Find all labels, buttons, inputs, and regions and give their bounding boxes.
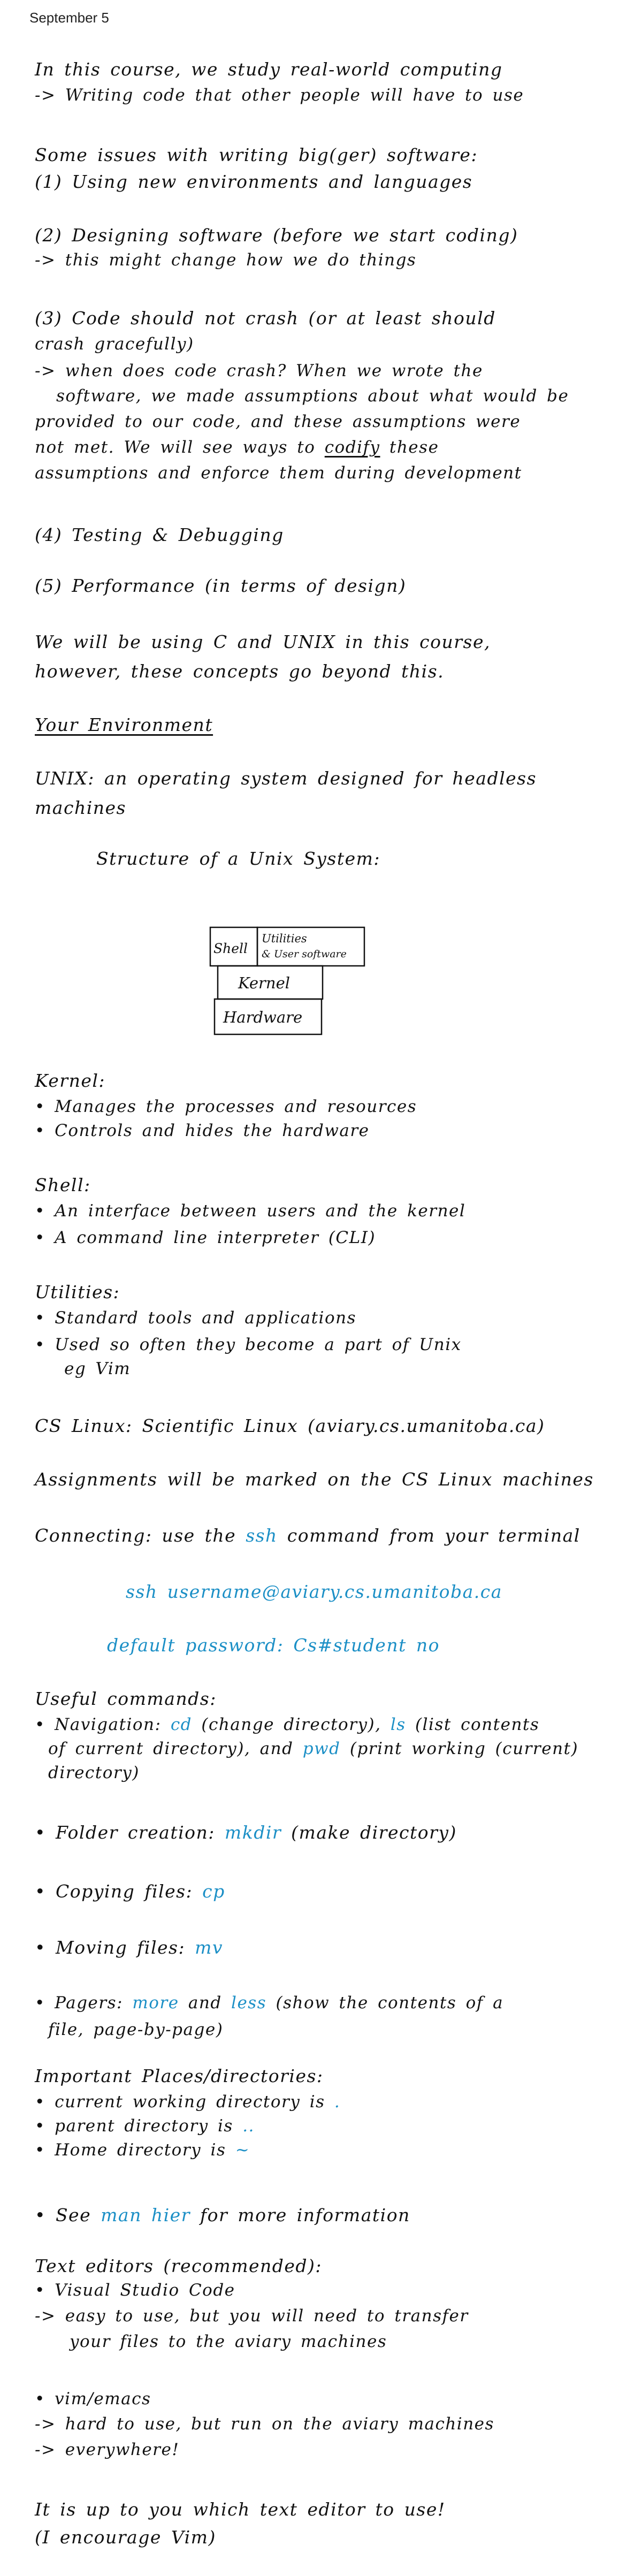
connecting-post: command from your terminal [277, 1525, 580, 1546]
moving-line [35, 1937, 634, 1958]
nav-line-1 [35, 1715, 634, 1734]
unix-structure-diagram [206, 923, 366, 1043]
nav-mid-1: (change directory), [192, 1715, 391, 1734]
mkdir-command: mkdir [224, 1822, 282, 1843]
places-heading: Important Places/directories: [35, 2066, 324, 2086]
issue-3-cont: crash gracefully) [35, 334, 194, 354]
environment-heading: Your Environment [35, 714, 213, 735]
structure-title: Structure of a Unix System: [96, 848, 381, 869]
issue-2: (2) Designing software (before we start coding) [35, 225, 518, 246]
move-pre: • Moving files: [35, 1937, 195, 1958]
place-parent-pre: • parent directory is [35, 2116, 243, 2136]
cp-command: cp [202, 1881, 225, 1902]
ssh-example: ssh username@aviary.cs.umanitoba.ca [126, 1581, 502, 1602]
kernel-bullet-1: • Manages the processes and resources [35, 1097, 417, 1116]
nav2-post: (print working (current) [340, 1739, 579, 1758]
issue-3-note-1: -> when does code crash? When we wrote the [35, 361, 483, 380]
less-command: less [231, 1993, 267, 2013]
issue-3-note-4-pre: not met. We will see ways to [35, 438, 325, 457]
editor-vscode-note-1: -> easy to use, but you will need to transfer [35, 2306, 469, 2326]
editor-vim: • vim/emacs [35, 2389, 151, 2409]
nav-pre: • Navigation: [35, 1715, 171, 1734]
see-more-line [35, 2205, 634, 2226]
editor-vim-note-2: -> everywhere! [35, 2440, 180, 2459]
editors-heading: Text editors (recommended): [35, 2255, 323, 2276]
ls-command: ls [390, 1715, 406, 1734]
utilities-bullet-2: • Used so often they become a part of Unix [35, 1335, 462, 1354]
cs-linux-line: CS Linux: Scientific Linux (aviary.cs.umanitoba.ca) [35, 1415, 545, 1436]
place-cwd [35, 2092, 634, 2112]
shell-heading: Shell: [35, 1175, 91, 1195]
dotdot-symbol: .. [242, 2116, 255, 2136]
issue-4: (4) Testing & Debugging [35, 524, 284, 545]
commands-heading: Useful commands: [35, 1688, 217, 1709]
utilities-label: Utilities [262, 932, 307, 945]
cd-command: cd [170, 1715, 193, 1734]
pagers-post: (show the contents of a [266, 1993, 504, 2013]
pagers-pre: • Pagers: [35, 1993, 133, 2013]
unix-def-1: UNIX: an operating system designed for headless [35, 768, 537, 789]
connecting-pre: Connecting: use the [35, 1525, 246, 1546]
connecting-line [35, 1525, 634, 1546]
kernel-bullet-2: • Controls and hides the hardware [35, 1121, 370, 1140]
ssh-command: ssh [246, 1525, 278, 1546]
shell-bullet-1: • An interface between users and the kernel [35, 1201, 466, 1221]
issue-3-note-4 [35, 438, 634, 457]
codify-word: codify [324, 438, 380, 457]
nav-line-3: directory) [48, 1763, 140, 1782]
langs-line-1: We will be using C and UNIX in this course, [35, 631, 491, 652]
langs-line-2: however, these concepts go beyond this. [35, 661, 445, 682]
more-command: more [132, 1993, 179, 2013]
see-post: for more information [190, 2205, 410, 2226]
utilities-heading: Utilities: [35, 1282, 120, 1302]
issue-3-note-5: assumptions and enforce them during development [35, 463, 522, 483]
issue-3-note-4-post: these [380, 438, 439, 457]
see-pre: • See [35, 2205, 101, 2226]
place-home-pre: • Home directory is [35, 2140, 235, 2160]
pagers-line-1 [35, 1993, 634, 2013]
copy-pre: • Copying files: [35, 1881, 203, 1902]
folder-post: (make directory) [281, 1822, 457, 1843]
editor-vscode-note-2: your files to the aviary machines [70, 2332, 387, 2351]
issue-3-note-2: software, we made assumptions about what would be [56, 386, 569, 406]
mv-command: mv [195, 1937, 224, 1958]
pwd-command: pwd [302, 1739, 341, 1758]
issue-3-note-3: provided to our code, and these assumptions were [35, 412, 521, 431]
pagers-and: and [179, 1993, 232, 2013]
unix-structure-svg [206, 923, 366, 1043]
hardware-label: Hardware [223, 1008, 303, 1026]
kernel-heading: Kernel: [35, 1070, 106, 1091]
shell-bullet-2: • A command line interpreter (CLI) [35, 1228, 376, 1247]
page-date: September 5 [29, 10, 109, 26]
man-hier-command: man hier [101, 2205, 190, 2226]
tilde-symbol: ~ [235, 2140, 250, 2160]
nav-mid-2: (list contents [406, 1715, 540, 1734]
utilities-example: eg Vim [64, 1359, 131, 1378]
place-cwd-pre: • current working directory is [35, 2092, 334, 2112]
closing-line-1: It is up to you which text editor to use! [35, 2499, 446, 2520]
folder-pre: • Folder creation: [35, 1822, 225, 1843]
closing-line-2: (I encourage Vim) [35, 2527, 216, 2548]
intro-line-1: In this course, we study real-world computing [35, 59, 503, 80]
issue-1: (1) Using new environments and languages [35, 171, 473, 192]
issue-2-note: -> this might change how we do things [35, 250, 417, 270]
assignments-line: Assignments will be marked on the CS Linux machines [35, 1469, 594, 1490]
dot-symbol: . [334, 2092, 341, 2112]
nav-line-2 [48, 1739, 642, 1758]
unix-def-2: machines [35, 797, 126, 818]
copying-line [35, 1881, 634, 1902]
folder-creation-line [35, 1822, 634, 1843]
editor-vscode: • Visual Studio Code [35, 2281, 235, 2300]
issues-heading: Some issues with writing big(ger) software: [35, 144, 478, 165]
place-home [35, 2140, 634, 2160]
editor-vim-note-1: -> hard to use, but run on the aviary machines [35, 2414, 494, 2434]
kernel-label: Kernel [238, 974, 291, 992]
utilities-bullet-1: • Standard tools and applications [35, 1308, 356, 1328]
place-parent [35, 2116, 634, 2136]
issue-3: (3) Code should not crash (or at least should [35, 308, 496, 329]
default-password: default password: Cs#student no [107, 1635, 440, 1656]
user-software-label: & User software [262, 948, 347, 960]
pagers-line-2: file, page-by-page) [48, 2020, 224, 2039]
nav2-pre: of current directory), and [48, 1739, 303, 1758]
issue-5: (5) Performance (in terms of design) [35, 575, 407, 596]
intro-line-2: -> Writing code that other people will have to use [35, 86, 524, 105]
shell-label: Shell [213, 941, 248, 956]
